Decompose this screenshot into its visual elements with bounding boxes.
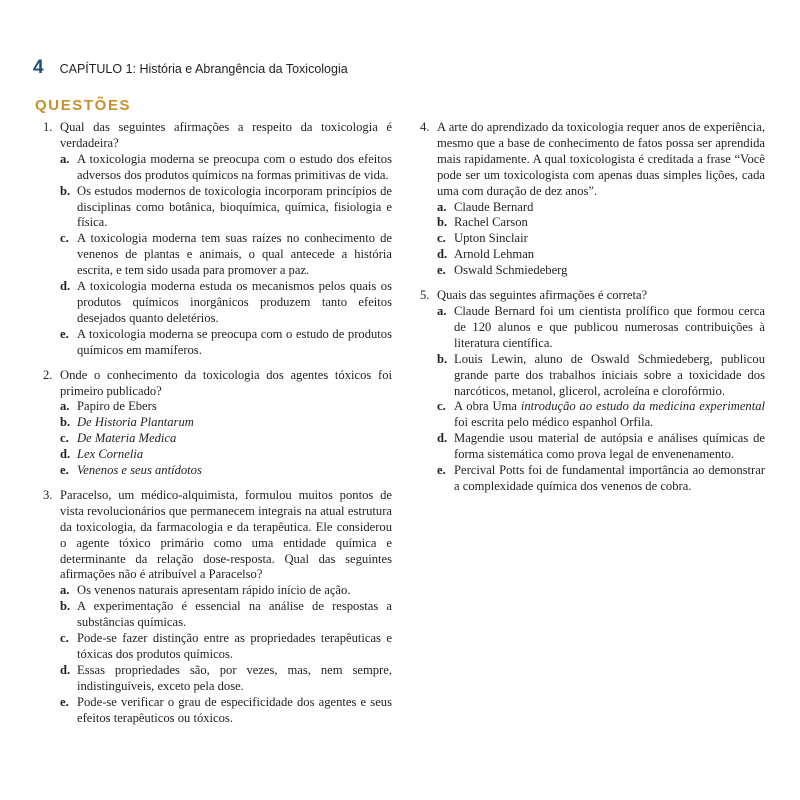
option-text: Claude Bernard — [454, 199, 534, 214]
option-a — [60, 399, 392, 415]
question-2 — [43, 368, 392, 479]
option-text: Pode-se fazer distinção entre as propriedades terapêuticas e tóxicas dos produtos químicos. — [77, 631, 392, 661]
option-text-after: foi escrita pelo médico espanhol Orfila. — [454, 415, 654, 430]
option-text: Os venenos naturais apresentam rápido início de ação. — [77, 583, 351, 598]
option-letter: b. — [60, 599, 71, 614]
option-c — [437, 399, 765, 431]
option-text: Rachel Carson — [454, 215, 528, 230]
option-e — [437, 263, 765, 279]
option-text: A toxicologia moderna estuda os mecanismos pelos quais os produtos químicos inorgânicos produzem tanto efeitos desejados quanto deletérios. — [77, 279, 392, 325]
option-letter: b. — [437, 215, 448, 230]
option-letter: b. — [437, 351, 448, 366]
option-letter: d. — [60, 662, 71, 677]
option-text: A toxicologia moderna se preocupa com o estudo de produtos químicos em mamíferos. — [77, 326, 392, 357]
question-4 — [420, 120, 765, 279]
option-b — [60, 599, 392, 631]
question-text: Onde o conhecimento da toxicologia dos agentes tóxicos foi primeiro publicado? — [60, 367, 392, 398]
option-c — [437, 231, 765, 247]
option-letter: c. — [437, 399, 446, 414]
option-text: De Historia Plantarum — [77, 415, 194, 430]
option-letter: c. — [60, 631, 69, 646]
question-text: A arte do aprendizado da toxicologia requer anos de experiência, mesmo que a base de conhecimento de fatos possa ser aprendida mais rapidamente. A qual toxicologista é creditada a frase “Você pode ser um toxicologista com apenas duas simples lições, cada uma com duração de dez anos”. — [437, 120, 765, 198]
chapter-title: CAPÍTULO 1: História e Abrangência da Toxicologia — [59, 62, 348, 76]
option-d — [60, 279, 392, 327]
question-number: 3. — [43, 487, 53, 502]
option-letter: d. — [437, 247, 448, 262]
option-d — [60, 447, 392, 463]
option-list — [437, 200, 765, 280]
page-header — [33, 57, 348, 79]
option-text: Os estudos modernos de toxicologia incorporam princípios de disciplinas como botânica, bioquímica, química, fisiologia e física. — [77, 183, 392, 230]
option-letter: a. — [60, 151, 70, 166]
option-letter: c. — [60, 431, 69, 446]
option-d — [437, 431, 765, 463]
option-list — [60, 583, 392, 726]
option-letter: e. — [437, 263, 446, 278]
option-letter: e. — [437, 463, 446, 478]
option-d — [60, 663, 392, 695]
option-text: Percival Potts foi de fundamental importância ao demonstrar a complexidade química dos venenos de cobra. — [454, 463, 765, 493]
option-e — [437, 463, 765, 495]
book-title: introdução ao estudo da medicina experimental — [520, 399, 765, 414]
section-title: QUESTÕES — [35, 97, 132, 114]
option-letter: e. — [60, 463, 69, 478]
option-letter: d. — [60, 447, 71, 462]
option-text: Upton Sinclair — [454, 231, 528, 246]
option-a — [60, 152, 392, 184]
question-number: 5. — [420, 288, 430, 303]
option-text: Claude Bernard foi um cientista prolífico que formou cerca de 120 alunos e que publicou numerosas contribuições à literatura científica. — [454, 303, 765, 350]
option-text: De Materia Medica — [77, 431, 177, 446]
option-letter: c. — [60, 231, 69, 246]
right-column — [420, 120, 765, 504]
option-e — [60, 327, 392, 359]
option-letter: a. — [437, 303, 447, 318]
page-number: 4 — [33, 57, 44, 78]
option-text: A toxicologia moderna tem suas raízes no conhecimento de venenos de plantas e animais, o qual antecede a história escrita, e tem sido usada para promover a paz. — [77, 231, 392, 278]
option-letter: e. — [60, 326, 69, 341]
question-number: 1. — [43, 120, 53, 134]
question-text: Paracelso, um médico-alquimista, formulou muitos pontos de vista revolucionários que permanecem integrais na atual estrutura da toxicologia, da farmacologia e da terapêutica. Ele considerou o agente tóxico primário como uma entidade química e determinante da relação dose-resposta. Qual das seguintes afirmações não é atribuível a Paracelso? — [60, 487, 392, 582]
option-list — [60, 399, 392, 479]
option-e — [60, 695, 392, 727]
option-text: Oswald Schmiedeberg — [454, 263, 568, 278]
option-b — [437, 215, 765, 231]
option-text: Essas propriedades são, por vezes, mas, nem sempre, indistinguíveis, exceto pela dose. — [77, 662, 392, 693]
question-3 — [43, 488, 392, 727]
option-letter: c. — [437, 231, 446, 246]
option-letter: b. — [60, 415, 71, 430]
option-b — [437, 352, 765, 400]
option-text — [454, 399, 765, 431]
option-c — [60, 231, 392, 279]
option-text-before: A obra Uma — [454, 399, 521, 414]
option-d — [437, 247, 765, 263]
option-text: Papiro de Ebers — [77, 399, 157, 414]
option-list — [437, 304, 765, 495]
option-b — [60, 415, 392, 431]
option-a — [437, 200, 765, 216]
option-letter: a. — [60, 399, 70, 414]
option-text: Arnold Lehman — [454, 247, 535, 262]
question-text: Qual das seguintes afirmações a respeito da toxicologia é verdadeira? — [60, 120, 392, 150]
option-letter: d. — [60, 279, 71, 294]
option-c — [60, 631, 392, 663]
option-a — [60, 583, 392, 599]
option-a — [437, 304, 765, 352]
option-letter: a. — [60, 583, 70, 598]
option-text: Pode-se verificar o grau de especificidade dos agentes e seus efeitos terapêuticos ou tóxicos. — [77, 694, 392, 725]
option-c — [60, 431, 392, 447]
option-letter: d. — [437, 431, 448, 446]
option-text: A toxicologia moderna se preocupa com o estudo dos efeitos adversos dos produtos químicos na formas primitivas de vida. — [77, 151, 392, 182]
option-text: Venenos e seus antídotos — [77, 463, 202, 478]
left-column — [43, 120, 392, 736]
question-text: Quais das seguintes afirmações é correta? — [437, 288, 648, 303]
option-text: A experimentação é essencial na análise de respostas a substâncias químicas. — [77, 599, 392, 630]
option-e — [60, 463, 392, 479]
option-letter: b. — [60, 183, 71, 198]
option-letter: e. — [60, 694, 69, 709]
question-1 — [43, 120, 392, 359]
option-text: Magendie usou material de autópsia e análises químicas de forma sistemática como prova legal de envenenamento. — [454, 431, 765, 462]
question-number: 2. — [43, 367, 53, 382]
option-text: Lex Cornelia — [77, 447, 144, 462]
option-text: Louis Lewin, aluno de Oswald Schmiedeberg, publicou grande parte dos trabalhos iniciais sobre a toxicidade dos narcóticos, metanol, glicerol, acroleína e clorofórmio. — [454, 351, 765, 398]
option-list — [60, 152, 392, 359]
option-b — [60, 184, 392, 232]
question-5 — [420, 288, 765, 495]
option-letter: a. — [437, 199, 447, 214]
question-number: 4. — [420, 120, 430, 134]
